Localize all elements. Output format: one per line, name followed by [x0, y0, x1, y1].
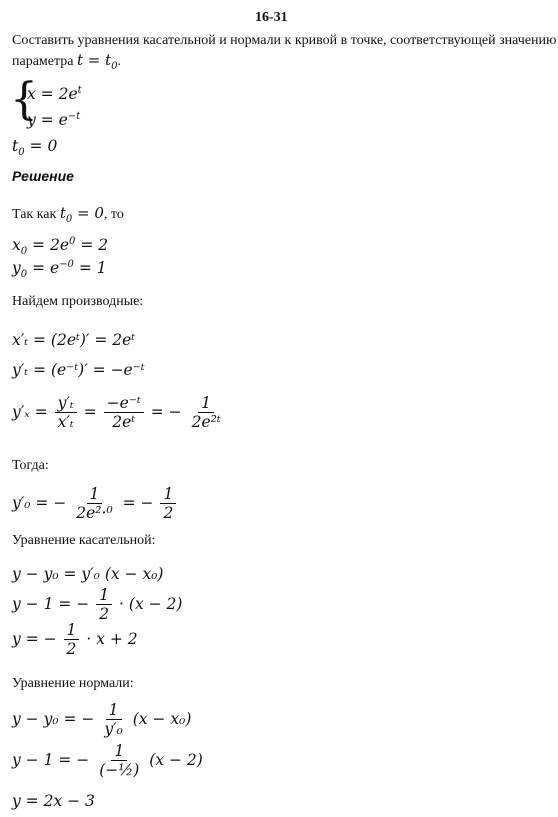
yx-frac2: [104, 395, 144, 431]
tangent-heading: Уравнение касательной:: [12, 533, 156, 548]
eq1-exp: t: [77, 84, 82, 96]
yx-frac3: [189, 395, 224, 431]
solution-heading: Решение: [12, 168, 74, 184]
y0prime-frac2-num: 1: [160, 486, 176, 504]
since-text: Так как: [12, 207, 57, 222]
param-end: .: [117, 54, 122, 69]
since-line: [12, 204, 124, 225]
y0prime-frac2-den: 2: [163, 504, 174, 523]
since-t: t: [59, 204, 66, 222]
xt-derivative: x′ₜ = (2eᵗ)′ = 2eᵗ: [12, 331, 136, 349]
system-eq1: [27, 85, 82, 103]
yx-eq: =: [83, 402, 97, 421]
problem-statement-line1: Составить уравнения касательной и нормали к кривой в точке, соответствующей значению: [12, 33, 557, 48]
t0-left: t: [12, 137, 19, 155]
y0prime-mid: = −: [122, 493, 154, 512]
yx-frac1-den: x′ₜ: [57, 413, 74, 432]
eq1-base: x = 2e: [27, 85, 78, 103]
system-brace: {: [10, 74, 38, 125]
yx-frac2-den: 2eᵗ: [112, 413, 136, 432]
x0-a: x: [12, 236, 21, 254]
normal-l2-rhs: (x − 2): [149, 750, 203, 769]
y0-b: = e: [27, 259, 60, 277]
yx-frac1: [55, 395, 77, 431]
y0-equation: [12, 259, 107, 280]
param-expr: t = t: [77, 51, 112, 69]
x0-c: = 2: [75, 236, 109, 254]
tangent-l2-frac: [96, 587, 112, 623]
y0prime-frac1-num: 1: [87, 486, 103, 504]
t0-value: [12, 137, 57, 158]
problem-statement-line2: [12, 51, 121, 72]
y0-a: y: [12, 259, 21, 277]
normal-line3: y = 2x − 3: [12, 792, 95, 810]
derivatives-heading: Найдем производные:: [12, 294, 144, 309]
yx-mid: = −: [150, 402, 182, 421]
y0-exp: −0: [59, 258, 74, 270]
y0prime-frac2: [160, 486, 176, 522]
y0prime-lhs: y′₀ = −: [12, 493, 67, 512]
normal-l1-frac: [101, 702, 126, 738]
normal-l2-lhs: y − 1 = −: [12, 750, 90, 769]
x0-equation: [12, 236, 108, 257]
normal-l1-num: 1: [106, 702, 122, 720]
y0prime-frac1-den: 2e²·⁰: [76, 504, 113, 523]
tangent-line2: [12, 587, 182, 623]
system-eq2: [27, 111, 80, 129]
normal-l1-rhs: (x − x₀): [132, 709, 192, 728]
since-sub: 0: [65, 214, 73, 225]
tangent-l2-den: 2: [99, 605, 110, 624]
problem-text: параметра: [12, 54, 74, 69]
y0prime-frac1: [73, 486, 115, 522]
normal-l2-den: (−½): [99, 761, 140, 780]
tangent-l2-rhs: · (x − 2): [119, 594, 183, 613]
normal-heading: Уравнение нормали:: [12, 676, 134, 691]
tangent-l3-den: 2: [66, 640, 77, 659]
since-math: [59, 204, 104, 225]
tangent-l3-frac: [64, 622, 80, 658]
since-eq: = 0: [72, 204, 104, 222]
yx-frac1-num: y′ₜ: [55, 395, 77, 413]
yx-frac3-den: 2e²ᵗ: [191, 413, 221, 432]
t0-sub: 0: [18, 147, 25, 159]
yx-frac3-num: 1: [198, 395, 214, 413]
tangent-l3-rhs: · x + 2: [86, 629, 138, 648]
tangent-line3: [12, 622, 138, 658]
x0-exp: 0: [69, 235, 76, 247]
x0-b: = 2e: [27, 236, 70, 254]
then-heading: Тогда:: [12, 458, 49, 473]
yx-lhs: y′ₓ =: [12, 402, 48, 421]
problem-number: 16-31: [255, 10, 288, 25]
normal-l1-den: y′₀: [104, 720, 123, 739]
y0-c: = 1: [73, 259, 107, 277]
yx-frac2-num: −e⁻ᵗ: [104, 395, 144, 413]
eq2-exp: −t: [67, 110, 81, 122]
normal-l2-frac: [96, 743, 142, 779]
t0-right: = 0: [24, 137, 58, 155]
x0-sub: 0: [20, 246, 28, 258]
eq2-base: y = e: [27, 111, 68, 129]
tangent-line1: y − y₀ = y′₀ (x − x₀): [12, 565, 164, 583]
tangent-l2-num: 1: [96, 587, 112, 605]
normal-l1-lhs: y − y₀ = −: [12, 709, 95, 728]
yx-derivative: [12, 395, 226, 431]
tangent-l2-lhs: y − 1 = −: [12, 594, 90, 613]
since-end: , то: [103, 207, 124, 222]
tangent-l3-lhs: y = −: [12, 629, 57, 648]
normal-line2: [12, 743, 203, 779]
yt-derivative: y′ₜ = (e⁻ᵗ)′ = −e⁻ᵗ: [12, 361, 145, 379]
normal-line1: [12, 702, 191, 738]
tangent-l3-num: 1: [64, 622, 80, 640]
param-sub: 0: [111, 61, 118, 72]
y0-sub: 0: [20, 269, 28, 281]
y0-prime-equation: [12, 486, 178, 522]
normal-l2-num: 1: [111, 743, 127, 761]
param-math: [77, 51, 118, 72]
